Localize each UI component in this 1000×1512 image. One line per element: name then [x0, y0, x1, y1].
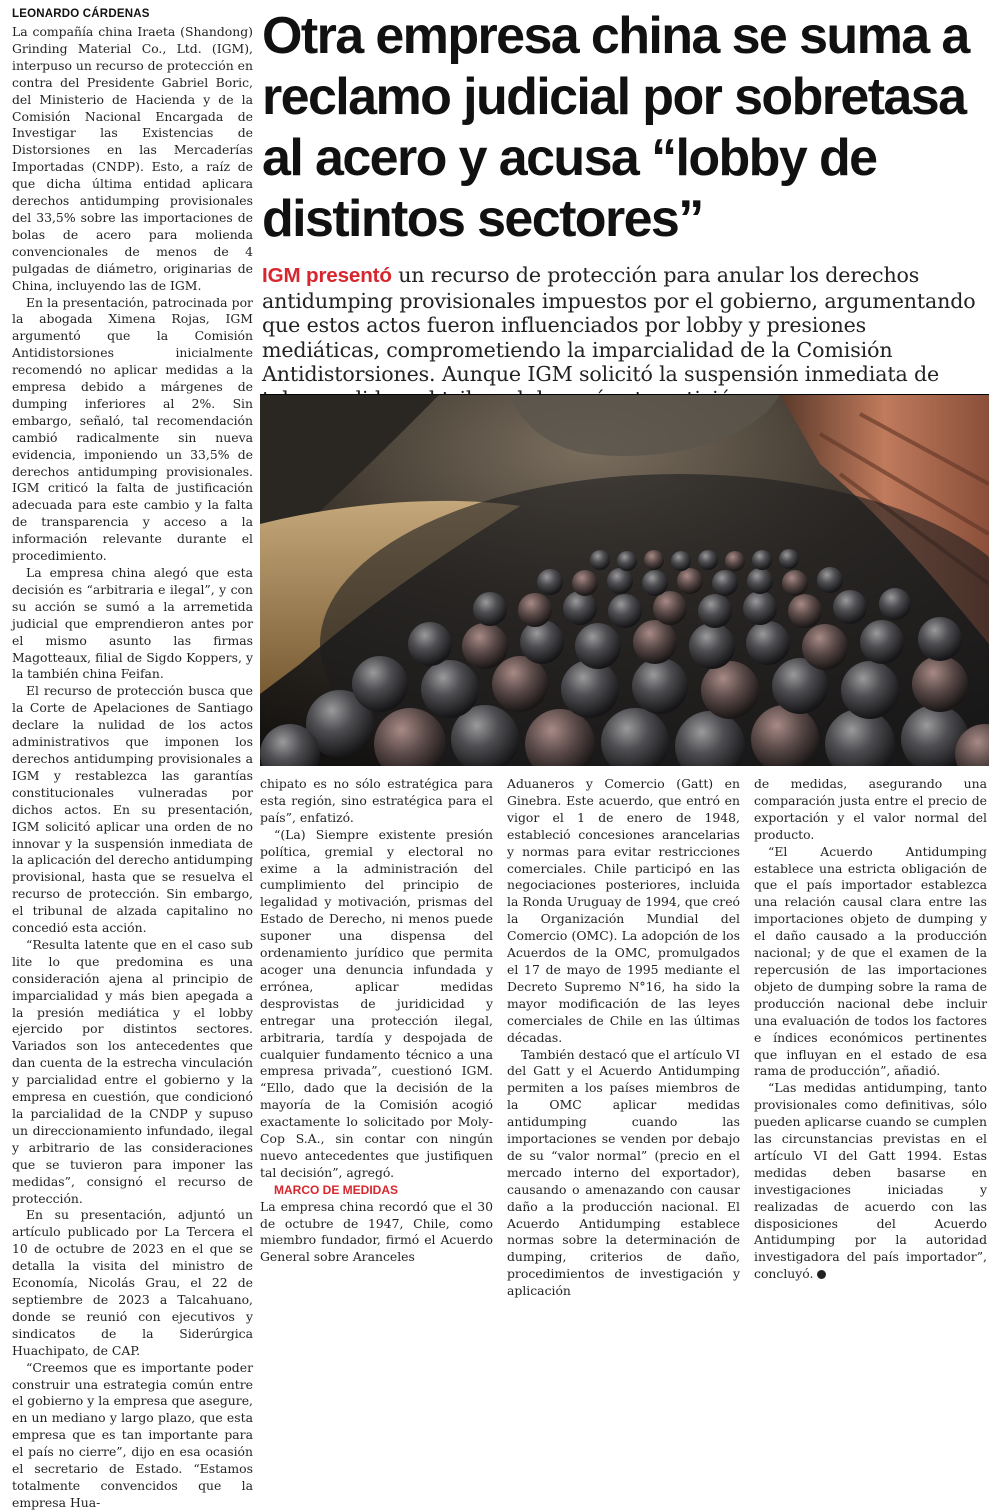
headline: Otra empresa china se suma a reclamo judicial por sobretasa al acero y acusa “lobby de distintos sectores”	[262, 7, 969, 248]
paragraph: Aduaneros y Comercio (Gatt) en Ginebra. Este acuerdo, que entró en vigor el 1 de enero de 1948, estableció concesiones arancelarias y normas para evitar restricciones comerciales. Chile participó en las negociaciones posteriores, incluida la Ronda Uruguay de 1994, que creó la Organización Mundial del Comercio (OMC). La adopción de los Acuerdos de la OMC, promulgados el 17 de mayo de 1995 mediante el Decreto Supremo N°16, ha sido la mayor modificación de las leyes comerciales de Chile en las últimas décadas.	[507, 776, 740, 1045]
paragraph: La empresa china alegó que esta decisión es “arbitraria e ilegal”, y con su acción se sumó a la arremetida judicial que emprendieron antes por el mismo asunto las firmas Magotteaux, filial de Sigdo Koppers, y la también china Feifan.	[12, 565, 253, 682]
article-column-2	[260, 776, 493, 1266]
paragraph: La compañía china Iraeta (Shandong) Grinding Material Co., Ltd. (IGM), interpuso un recurso de protección en contra del Presidente Gabriel Boric, del Ministerio de Hacienda y de la Comisión Nacional Encargada de Investigar las Existencias de Distorsiones en las Mercaderías Importadas (CNDP). Esto, a raíz de que dicha última entidad aplicara derechos antidumping provisionales del 33,5% sobre las importaciones de bolas de acero para molienda convencionales de menos de 4 pulgadas de diámetro, originarias de China, incluyendo las de IGM.	[12, 24, 253, 293]
lead-kicker: IGM presentó	[262, 264, 392, 287]
byline: LEONARDO CÁRDENAS	[12, 8, 150, 20]
paragraph: En su presentación, adjuntó un artículo publicado por La Tercera el 10 de octubre de 2023 en el que se detalla la visita del ministro de Economía, Nicolás Grau, el 22 de septiembre de 2023 a Talcahuano, donde se reunió con ejecutivos y sindicatos de la Siderúrgica Huachipato, de CAP.	[12, 1207, 253, 1358]
paragraph	[754, 1080, 987, 1283]
paragraph: “(La) Siempre existente presión política, gremial y electoral no exime a la administración del cumplimiento del principio de legalidad y motivación, prismas del Estado de Derecho, ni menos puede suponer una dispensa del ordenamiento jurídico que permita acoger una denuncia infundada y errónea, aplicar medidas desprovistas de juridicidad y entregar una protección ilegal, arbitraria, tardía y despojada de cualquier fundamento técnico a una empresa privada”, cuestionó IGM. “Ello, dado que la decisión de la mayoría de la Comisión acogió exactamente lo solicitado por Moly-Cop S.A., sin contar con ningún nuevo antecedentes que justifiquen tal decisión”, agregó.	[260, 826, 493, 1180]
paragraph-text: “Las medidas antidumping, tanto provisionales como definitivas, sólo pueden aplicarse cuando se cumplen las circunstancias previstas en el artículo VI del Gatt 1994. Estas medidas deben basarse en investigaciones iniciadas y realizadas de acuerdo con las disposiciones del Acuerdo Antidumping por la autoridad investigadora del país importador”, concluyó.	[754, 1080, 987, 1282]
end-mark-icon: P	[817, 1270, 826, 1279]
paragraph: chipato es no sólo estratégica para esta región, sino estratégica para el país”, enfatizó.	[260, 776, 493, 825]
paragraph: En la presentación, patrocinada por la abogada Ximena Rojas, IGM argumentó que la Comisión Antidistorsiones inicialmente recomendó no aplicar medidas a la empresa debido a márgenes de dumping inferiores al 2%. Sin embargo, señaló, tal recomendación cambió radicalmente sin nueva evidencia, imponiendo un 33,5% de derechos antidumping provisionales. IGM criticó la falta de justificación adecuada para este cambio y la falta de transparencia y acceso a la información relevante durante el procedimiento.	[12, 294, 253, 564]
paragraph: “Creemos que es importante poder construir una estrategia común entre el gobierno y la empresa que asegure, en un mediano y largo plazo, que esta empresa que es tan importante para el país no cierre”, dijo en esa ocasión el secretario de Estado. “Estamos totalmente convencidos que la empresa Hua-	[12, 1359, 253, 1510]
paragraph: La empresa china recordó que el 30 de octubre de 1947, Chile, como miembro fundador, firmó el Acuerdo General sobre Aranceles	[260, 1198, 493, 1265]
paragraph: “El Acuerdo Antidumping establece una estricta obligación de que el país importador establezca una relación causal clara entre las importaciones objeto de dumping y el daño causado a la producción nacional; y de que el examen de la repercusión de las importaciones objeto de dumping sobre la rama de producción nacional debe incluir una evaluación de todos los factores e índices económicos pertinentes que influyan en el estado de esa rama de producción”, añadió.	[754, 843, 987, 1079]
paragraph: El recurso de protección busca que la Corte de Apelaciones de Santiago declare la nulidad de los actos administrativos que imponen los derechos antidumping provisionales a IGM y restablezca las garantías constitucionales vulneradas por dichos actos. En su presentación, IGM solicitó aplicar una orden de no innovar y la suspensión inmediata de la aplicación del derecho antidumping provisional, hasta que se resuelva el recurso de protección. Sin embargo, el tribunal de alzada capitalino no concedió esta acción.	[12, 683, 253, 936]
paragraph: También destacó que el artículo VI del Gatt y el Acuerdo Antidumping permiten a los países miembros de la OMC aplicar medidas antidumping cuando las importaciones se venden por debajo de su “valor normal” (precio en el mercado interno del exportador), causando o amenazando con causar daño a la producción nacional. El Acuerdo Antidumping establece normas sobre la determinación de dumping, criterios de daño, procedimientos de investigación y aplicación	[507, 1046, 740, 1299]
section-subhead: MARCO DE MEDIDAS	[274, 1182, 399, 1197]
article-photo	[260, 394, 989, 766]
lead-paragraph	[262, 263, 990, 412]
article-column-3	[507, 776, 740, 1300]
lead-text: un recurso de protección para anular los derechos antidumping provisionales impuestos por el gobierno, argumentando que estos actos fueron influenciados por lobby y presiones mediáticas, comprometiendo la imparcialidad de la Comisión Antidistorsiones. Aunque IGM solicitó la suspensión inmediata de	[262, 263, 976, 387]
article-column-4	[754, 776, 987, 1283]
paragraph: de medidas, asegurando una comparación justa entre el precio de exportación y el valor normal del producto.	[754, 776, 987, 842]
paragraph: “Resulta latente que en el caso sub lite lo que predomina es una consideración ajena al principio de imparcialidad y más bien apegada a la presión mediática y el lobby ejercido por distintos sectores. Variados son los antecedentes que dan cuenta de la estrecha vinculación y parcialidad entre el gobierno y la empresa en cuestión, que condicionó la parcialidad de la CNDP y supuso un direccionamiento infundado, ilegal y arbitrario de las consideraciones que se tuvieron para imponer las medidas”, consignó el recurso de protección.	[12, 936, 253, 1206]
article-column-1	[12, 24, 253, 1512]
